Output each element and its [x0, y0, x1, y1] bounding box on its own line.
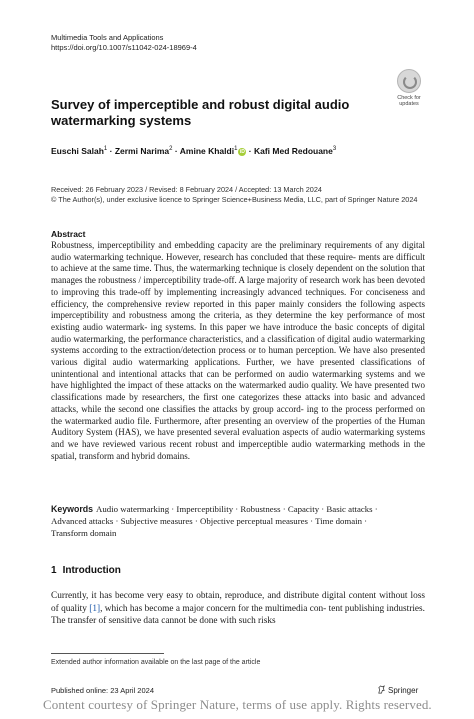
journal-name: Multimedia Tools and Applications	[51, 33, 164, 42]
abstract-line: according to the extraction/detection process or to human perception. We have also presented	[82, 345, 425, 356]
abstract-line: dependent on the solution that manages the robustness / imperceptibility trade-off. A large	[51, 263, 425, 286]
keywords-line: Advanced attacks · Subjective measures · Objective perceptual measures · Time domain ·	[51, 516, 368, 526]
journal-doi[interactable]: https://doi.org/10.1007/s11042-024-18969-4	[51, 43, 197, 52]
journal-header	[51, 33, 197, 53]
abstract-line: ments are difficult to achieve at the same time. Thus, the watermarking technique is closely	[51, 251, 426, 274]
author-affiliation: 2	[169, 146, 173, 153]
article-history	[51, 185, 417, 205]
abstract-line: reported in this paper mainly considers the following aspects imperceptibility and robustness	[51, 298, 425, 321]
author-affiliation: 1	[103, 146, 108, 153]
courtesy-watermark: Content courtesy of Springer Nature, terms of use apply. Rights reserved.	[43, 697, 432, 712]
keywords-line: Transform domain	[51, 528, 117, 538]
abstract-line: into basic and advanced attacks, while the second one classifies the attacks by group accord-	[51, 392, 425, 414]
abstract-line: and we have highlighted the impact of these attacks on the watermarked audio quality. We	[51, 368, 425, 391]
intro-line: without loss of quality	[51, 591, 425, 614]
abstract-line: evaluation aspects of audio watermarking systems and we have reviewed various recent robust	[51, 427, 425, 449]
abstract-line: increasingly advanced techniques. For conciseness and efficiency, the comprehensive review	[51, 286, 425, 309]
copyright-notice: © The Author(s), under exclusive licence to Springer Science+Business Media, LLC, part of Springer Nature 2024	[51, 195, 418, 204]
abstract-line: ing to the process performed on the watermarked audio file. Furthermore, after presenting an	[51, 403, 426, 426]
check-badge-line2: updates	[399, 101, 419, 107]
check-for-updates-icon	[397, 69, 421, 93]
keywords-block	[51, 503, 425, 539]
keywords-line: Audio watermarking · Imperceptibility · Robustness · Capacity · Basic attacks ·	[96, 504, 378, 514]
author-list	[51, 146, 336, 156]
author-affiliation: 1	[234, 146, 238, 153]
check-badge-line1: Check for	[397, 95, 421, 101]
publisher-logo	[377, 685, 418, 695]
published-date: Published online: 23 April 2024	[51, 686, 154, 695]
history-dates: Received: 26 February 2023 / Revised: 8 February 2024 / Accepted: 13 March 2024	[51, 185, 322, 194]
section-heading	[51, 565, 121, 576]
keywords-label: Keywords	[51, 504, 94, 514]
abstract-text	[51, 240, 425, 462]
abstract-line: have presented two classifications made by researchers, the first one categorizes these attacks	[51, 380, 425, 403]
publisher-name: Springer	[388, 686, 419, 695]
author-name: Euschi Salah	[51, 146, 104, 156]
section-number: 1	[51, 565, 57, 576]
abstract-line: unintentional and intentional attacks that can be performed on audio watermarking systems	[51, 368, 398, 379]
intro-text	[51, 590, 425, 628]
check-for-updates-label	[391, 95, 427, 107]
abstract-line: Robustness, imperceptibility and embedding capacity are the preliminary requirements of any	[51, 240, 402, 250]
abstract-line: majority of research work has been devoted to improving this trade-off by implementing	[51, 275, 425, 297]
intro-line: , which has become a major concern for the multimedia con-	[100, 603, 327, 614]
author-affiliation: 3	[332, 146, 337, 153]
author-separator: ·	[107, 146, 115, 156]
abstract-line: digital audio watermarking technique. However, research has concluded that these require-	[51, 240, 425, 262]
abstract-line: various digital audio watermarking applications. Further, we have presented classifications of	[51, 357, 425, 368]
check-for-updates-badge[interactable]	[391, 69, 427, 109]
intro-line: Currently, it has become very easy to obtain, reproduce, and distribute digital content	[51, 591, 377, 601]
orcid-icon[interactable]: iD	[239, 149, 245, 155]
abstract-line: overview of the properties of the Human Auditory System (HAS), we have presented several	[51, 415, 426, 438]
author-name: Zermi Narima	[114, 146, 170, 156]
springer-horse-icon	[377, 685, 386, 694]
abstract-heading: Abstract	[51, 229, 86, 239]
author-name: Amine Khaldi	[179, 146, 235, 156]
intro-line: tent publishing industries. The transfer of sensitive data cannot be done with such risks	[51, 603, 426, 626]
section-title: Introduction	[62, 565, 121, 576]
abstract-line: the performance characteristics, and a classification of digital audio watermarking systems	[51, 333, 425, 356]
footnote: Extended author information available on the last page of the article	[51, 659, 261, 666]
abstract-line: among the criteria, as they determine the key performance of most existing audio watermark-	[51, 310, 426, 332]
author-name: Kafi Med Redouane	[253, 146, 333, 156]
abstract-line: ing systems. In this paper we have introduce the basic concepts of digital audio watermarking,	[51, 321, 425, 344]
abstract-line: and imperceptible audio watermarking methods in the spatial, transform and hybrid domains.	[51, 438, 425, 461]
paper-title: Survey of imperceptible and robust digital audio watermarking systems	[51, 97, 350, 128]
author-separator: ·	[172, 146, 180, 156]
footnote-divider	[51, 653, 164, 654]
citation-link[interactable]: [1]	[89, 603, 101, 614]
author-separator: ·	[246, 146, 254, 156]
